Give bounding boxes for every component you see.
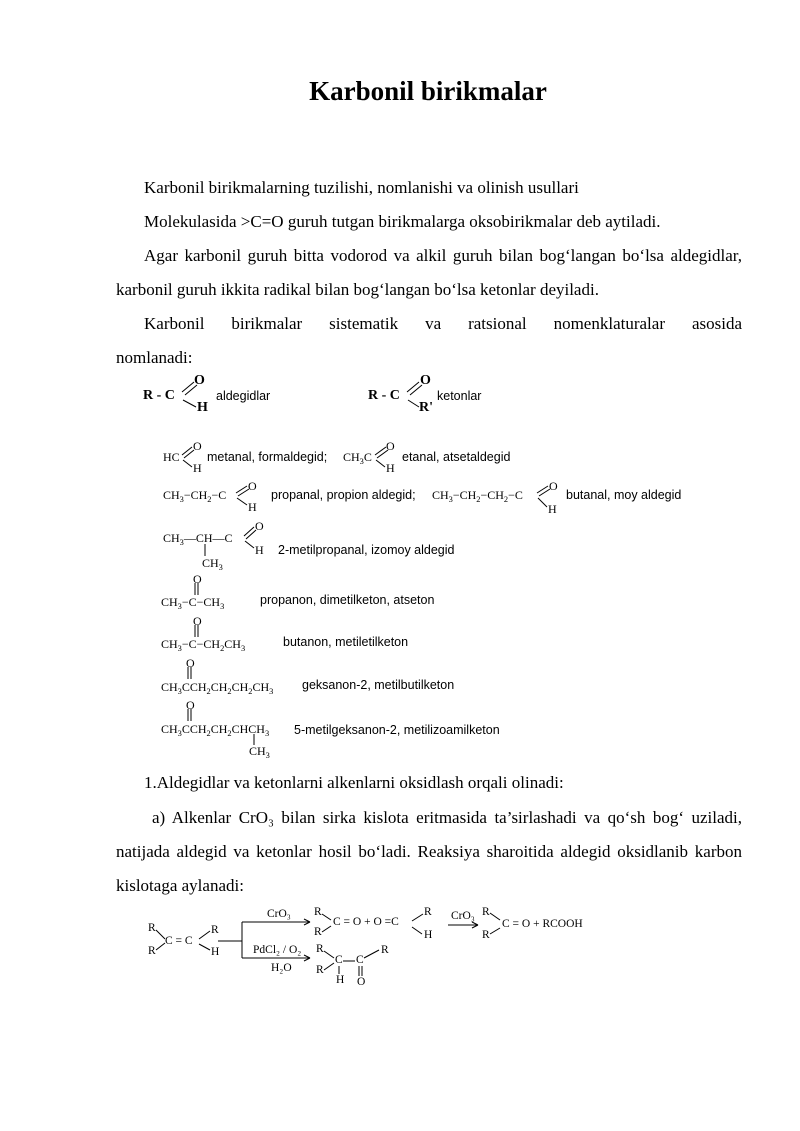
cleavage-products: C = O + O =C bbox=[333, 916, 399, 928]
example-methanal: metanal, formaldegid; bbox=[207, 450, 328, 464]
reagent-cro3: CrO₃ bbox=[267, 908, 291, 920]
example-2-methylpropanal: 2-metilpropanal, izomoy aldegid bbox=[278, 543, 455, 557]
paragraph-oxidation-method: 1.Aldegidlar va ketonlarni alkenlarni oksidlash orqali olinadi: bbox=[144, 773, 564, 792]
paragraph-definition: Molekulasida >C=O guruh tutgan birikmalarga oksobirikmalar deb aytiladi. bbox=[144, 212, 661, 231]
example-butanal: butanal, moy aldegid bbox=[566, 488, 682, 502]
example-5-methylhexanone-2: 5-metilgeksanon-2, metilizoamilketon bbox=[294, 723, 500, 737]
aldehyde-label: aldegidlar bbox=[216, 389, 271, 403]
example-butanone: butanon, metiletilketon bbox=[283, 635, 409, 649]
example-hexanone-2: geksanon-2, metilbutilketon bbox=[302, 678, 455, 692]
example-propanone: propanon, dimetilketon, atseton bbox=[260, 593, 435, 607]
page-title: Karbonil birikmalar bbox=[309, 76, 547, 106]
reagent-water: H₂O bbox=[271, 962, 292, 974]
paragraph-heading: Karbonil birikmalarning tuzilishi, nomlanishi va olinish usullari bbox=[144, 178, 579, 197]
example-ethanal: etanal, atsetaldegid bbox=[402, 450, 511, 464]
reagent-cro3-second: CrO₃ bbox=[451, 910, 475, 922]
paragraph-nomenclature-end: nomlanadi: bbox=[116, 348, 193, 367]
reagent-pdcl2: PdCl₂ / O₂ bbox=[253, 944, 302, 956]
paragraph-nomenclature: Karbonil birikmalar sistematik va ratsional nomenklaturalar asosida bbox=[144, 314, 742, 333]
acid-product: C = O + RCOOH bbox=[502, 918, 583, 930]
paragraph-oxidation-details: a) Alkenlar CrO₃ bilan sirka kislota eritmasida ta’sirlashadi va qo‘sh bog‘ uziladi, natijada aldegid va ketonlar hosil bo‘ladi. Reaksiya sharoitida aldegid oksidlanib karbon kislotaga aylanadi: bbox=[116, 808, 742, 895]
example-propanal: propanal, propion aldegid; bbox=[271, 488, 416, 502]
paragraph-aldehyde-ketone: Agar karbonil guruh bitta vodorod va alkil guruh bilan bog‘langan bo‘lsa aldegidlar, karbonil guruh ikkita radikal bilan bog‘langan bo‘lsa ketonlar deyiladi. bbox=[116, 246, 742, 299]
ketone-label: ketonlar bbox=[437, 389, 482, 403]
